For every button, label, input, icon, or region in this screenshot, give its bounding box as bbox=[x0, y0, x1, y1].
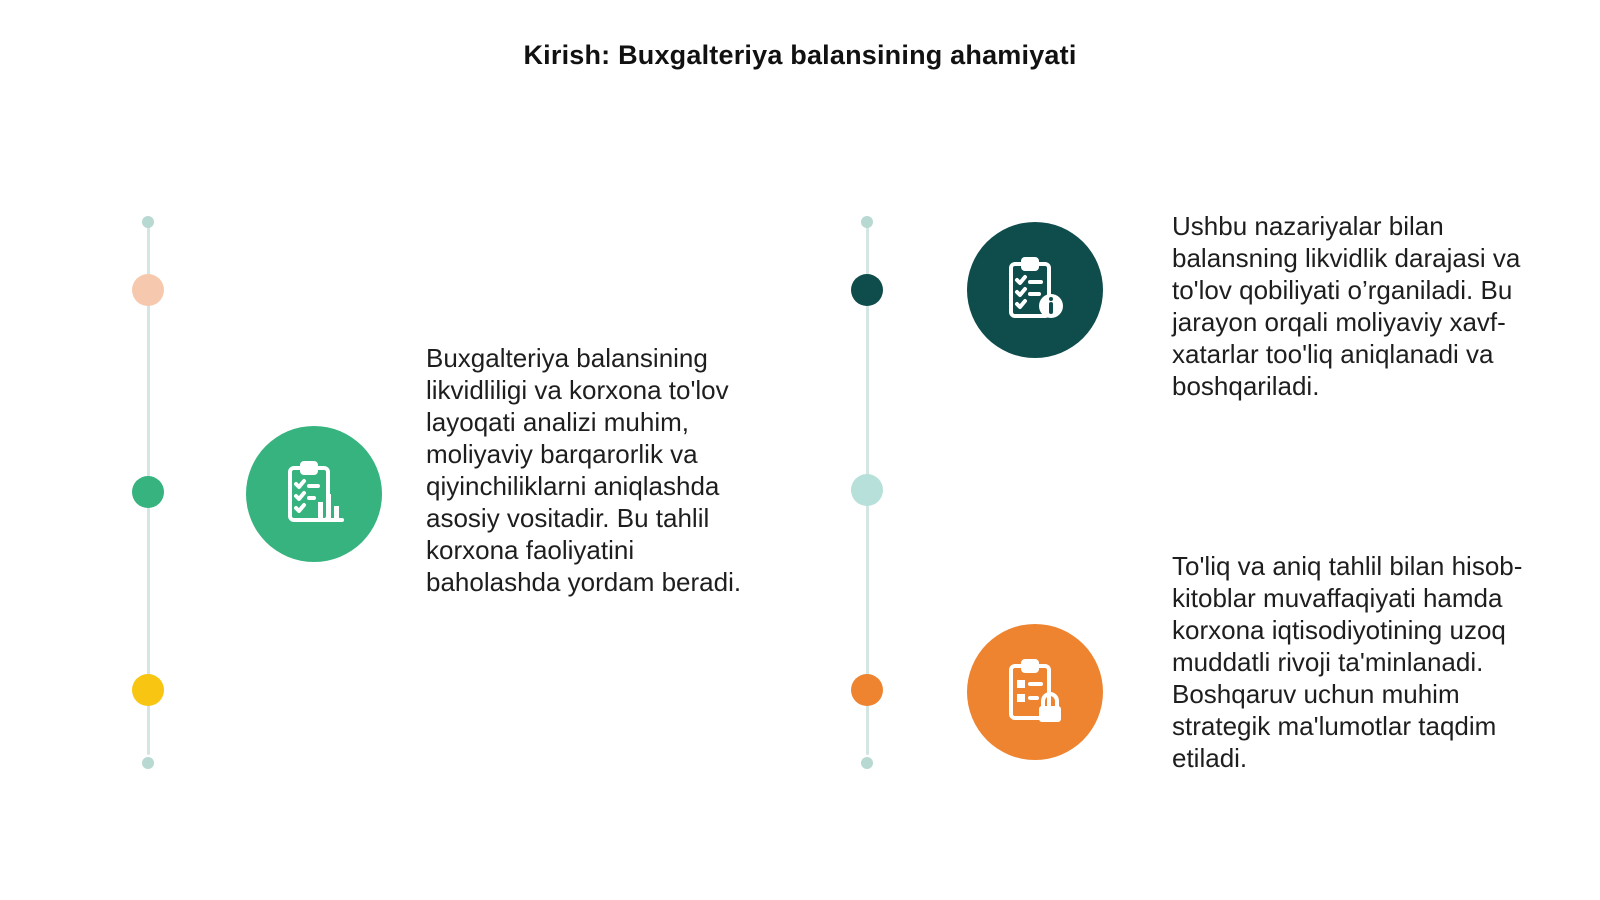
page-title: Kirish: Buxgalteriya balansining ahamiyati bbox=[523, 40, 1077, 70]
left-paragraph: Buxgalteriya balansining likvidliligi va korxona to'lov layoqati analizi muhim, moliyaviy barqarorlik va qiyinchiliklarni aniqlashda asosiy vositadir. Bu tahlil korxona faoliyatini baholashda yordam beradi. bbox=[426, 343, 742, 597]
clipboard-chart-icon bbox=[246, 426, 382, 562]
timeline-dot-yellow bbox=[132, 674, 164, 706]
right-bottom-paragraph: To'liq va aniq tahlil bilan hisob-kitoblar muvaffaqiyati hamda korxona iqtisodiyotining uzoq muddatli rivoji ta'minlanadi. Boshqaruv uchun muhim strategik ma'lumotlar taqdim etiladi. bbox=[1172, 551, 1523, 773]
clipboard-lock-icon bbox=[967, 624, 1103, 760]
right-top-paragraph: Ushbu nazariyalar bilan balansning likvidlik darajasi va to'lov qobiliyati o’rganiladi. Bu jarayon orqali moliyaviy xavf-xatarlar too'liq aniqlanadi va boshqariladi. bbox=[1172, 211, 1521, 401]
timeline-end-dot bbox=[142, 216, 154, 228]
timeline-dot-orange bbox=[851, 674, 883, 706]
timeline-end-dot bbox=[142, 757, 154, 769]
timeline-end-dot bbox=[861, 757, 873, 769]
clipboard-info-icon bbox=[967, 222, 1103, 358]
timeline-end-dot bbox=[861, 216, 873, 228]
timeline-dot-green bbox=[132, 476, 164, 508]
timeline-dot-peach bbox=[132, 274, 164, 306]
timeline-dot-teal bbox=[851, 274, 883, 306]
timeline-dot-light-teal bbox=[851, 474, 883, 506]
